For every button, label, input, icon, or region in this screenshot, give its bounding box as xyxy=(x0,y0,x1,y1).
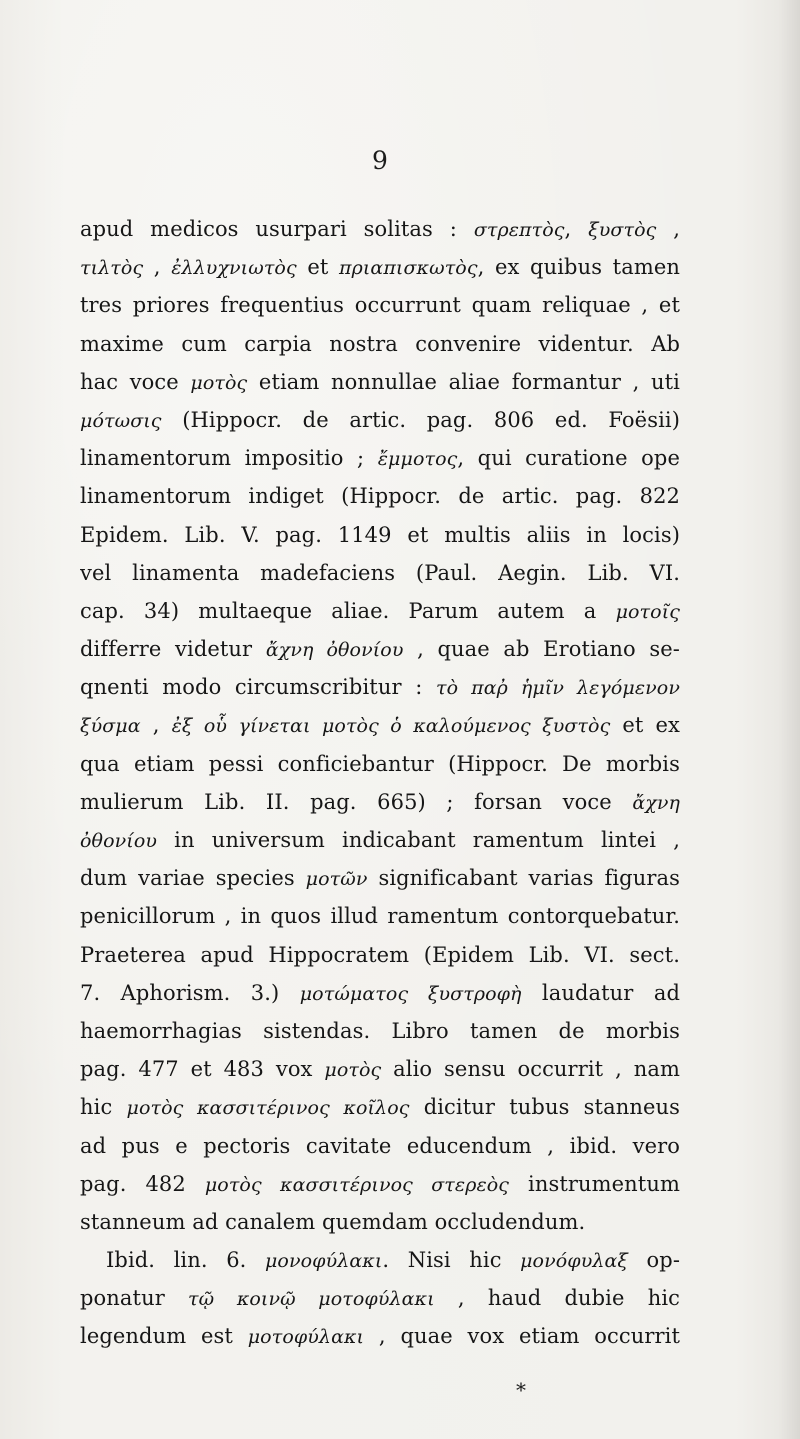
text-line xyxy=(80,1203,680,1241)
latin-text: hac voce xyxy=(80,369,191,394)
greek-term: μοτὸς xyxy=(324,1059,382,1082)
greek-term: ξύσμα xyxy=(80,715,141,738)
text-line xyxy=(80,1165,680,1203)
latin-text: pag. 482 xyxy=(80,1171,205,1196)
page-number: 9 xyxy=(372,146,388,175)
text-line xyxy=(80,783,680,821)
greek-term: μοτώματος ξυστροφὴ xyxy=(299,982,522,1005)
greek-term: μότωσις xyxy=(80,409,162,432)
latin-text: (Hippocr. de artic. pag. 806 ed. Foësii) xyxy=(161,407,680,432)
greek-term: μονοφύλακι xyxy=(264,1250,383,1273)
latin-text: , xyxy=(564,217,589,241)
latin-text: tres priores frequentius occurrunt quam reliquae , et xyxy=(80,293,680,318)
text-line xyxy=(80,210,680,248)
text-line xyxy=(80,1127,680,1165)
text-line xyxy=(80,516,680,554)
latin-text: haemorrhagias sistendas. Libro tamen de morbis xyxy=(80,1018,680,1043)
latin-text: et ex xyxy=(610,713,680,738)
text-line xyxy=(80,325,680,363)
text-line xyxy=(80,745,680,783)
text-line xyxy=(80,859,680,897)
latin-text: maxime cum carpia nostra convenire videntur. Ab xyxy=(80,331,680,356)
text-line xyxy=(80,974,680,1012)
latin-text: , xyxy=(140,713,172,738)
latin-text: . Nisi hic xyxy=(382,1248,521,1273)
greek-term: τῷ κοινῷ μοτοφύλακι xyxy=(188,1288,435,1311)
latin-text: instrumentum xyxy=(509,1171,680,1196)
latin-text: 7. Aphorism. 3.) xyxy=(80,980,300,1005)
greek-term: μοτοῖς xyxy=(615,600,680,623)
latin-text: op- xyxy=(627,1248,680,1273)
latin-text: legendum est xyxy=(80,1324,248,1349)
text-line xyxy=(80,439,680,477)
text-line xyxy=(80,821,680,859)
latin-text: dum variae species xyxy=(80,866,306,891)
text-line xyxy=(80,1241,680,1279)
latin-text: , haud dubie hic xyxy=(434,1286,680,1311)
latin-text: et xyxy=(296,255,339,280)
latin-text: laudatur ad xyxy=(521,980,680,1005)
latin-text: stanneum ad canalem quemdam occludendum. xyxy=(80,1209,586,1234)
text-line xyxy=(80,1317,680,1355)
text-line xyxy=(80,477,680,515)
text-line xyxy=(80,936,680,974)
latin-text: linamentorum indiget (Hippocr. de artic. pag. 822 xyxy=(80,484,680,509)
greek-term: ξυστὸς xyxy=(588,219,657,241)
greek-term: ἐξ οὗ γίνεται μοτὸς ὁ καλούμενος ξυστὸς xyxy=(171,715,611,738)
latin-text: Ibid. lin. 6. xyxy=(106,1248,265,1273)
page-edge-shadow xyxy=(778,0,800,1439)
greek-term: τιλτὸς xyxy=(80,257,144,280)
latin-text: , quae vox etiam occurrit xyxy=(364,1324,680,1349)
greek-term: ἐλλυχνιωτὸς xyxy=(171,257,297,280)
latin-text: , xyxy=(656,217,680,241)
greek-term: ἄχνη ὀθονίου xyxy=(265,639,404,662)
greek-term: πριαπισκωτὸς xyxy=(339,257,478,280)
greek-term: μοτοφύλακι xyxy=(247,1326,365,1349)
latin-text: cap. 34) multaeque aliae. Parum autem a xyxy=(80,598,616,623)
latin-text: vel linamenta madefaciens (Paul. Aegin. Lib. VI. xyxy=(80,560,680,585)
text-line xyxy=(80,248,680,286)
greek-term: μοτῶν xyxy=(305,868,368,891)
text-line xyxy=(80,401,680,439)
greek-term: στρεπτὸς xyxy=(473,219,565,241)
latin-text: linamentorum impositio ; xyxy=(80,446,378,471)
body-text xyxy=(80,210,680,1356)
latin-text: alio sensu occurrit , nam xyxy=(381,1057,680,1082)
text-line xyxy=(80,286,680,324)
text-line xyxy=(80,554,680,592)
latin-text: , quae ab Erotiano se- xyxy=(403,637,680,662)
latin-text: ad pus e pectoris cavitate educendum , ibid. vero xyxy=(80,1133,680,1158)
greek-term: τὸ παῤ ἡμῖν λεγόμενον xyxy=(436,677,680,700)
latin-text: qnenti modo circumscribitur : xyxy=(80,675,436,700)
latin-text: significabant varias figuras xyxy=(367,866,680,891)
greek-term: μοτὸς κασσιτέρινος στερεὸς xyxy=(204,1173,510,1196)
text-line xyxy=(80,897,680,935)
text-line xyxy=(80,1279,680,1317)
latin-text: , xyxy=(143,255,172,280)
signature-mark: * xyxy=(516,1378,526,1402)
greek-term: μοτὸς κασσιτέρινος κοῖλος xyxy=(126,1097,410,1120)
latin-text: qua etiam pessi conficiebantur (Hippocr. De morbis xyxy=(80,751,680,776)
latin-text: , qui curatione ope xyxy=(457,446,680,471)
text-line xyxy=(80,363,680,401)
text-line xyxy=(80,668,680,706)
latin-text: , ex quibus tamen xyxy=(477,255,680,280)
latin-text: penicillorum , in quos illud ramentum contorquebatur. xyxy=(80,904,680,929)
latin-text: hic xyxy=(80,1095,127,1120)
greek-term: μονόφυλαξ xyxy=(520,1250,628,1273)
text-line xyxy=(80,706,680,744)
latin-text: dicitur tubus stanneus xyxy=(409,1095,680,1120)
text-line xyxy=(80,1088,680,1126)
latin-text: ponatur xyxy=(80,1286,189,1311)
text-line xyxy=(80,592,680,630)
latin-text: Epidem. Lib. V. pag. 1149 et multis aliis in locis) xyxy=(80,522,680,547)
latin-text: etiam nonnullae aliae formantur , uti xyxy=(247,369,680,394)
greek-term: ἄχνη xyxy=(632,791,680,814)
text-line xyxy=(80,1012,680,1050)
latin-text: differre videtur xyxy=(80,637,266,662)
latin-text: in universum indicabant ramentum lintei , xyxy=(157,828,680,852)
greek-term: μοτὸς xyxy=(190,371,248,394)
greek-term: ὀθονίου xyxy=(80,830,158,852)
text-line xyxy=(80,630,680,668)
latin-text: pag. 477 et 483 vox xyxy=(80,1057,325,1082)
greek-term: ἔμμοτος xyxy=(377,448,458,471)
latin-text: apud medicos usurpari solitas : xyxy=(80,217,474,241)
text-line xyxy=(80,1050,680,1088)
latin-text: mulierum Lib. II. pag. 665) ; forsan voce xyxy=(80,789,633,814)
latin-text: Praeterea apud Hippocratem (Epidem Lib. VI. sect. xyxy=(80,942,680,967)
